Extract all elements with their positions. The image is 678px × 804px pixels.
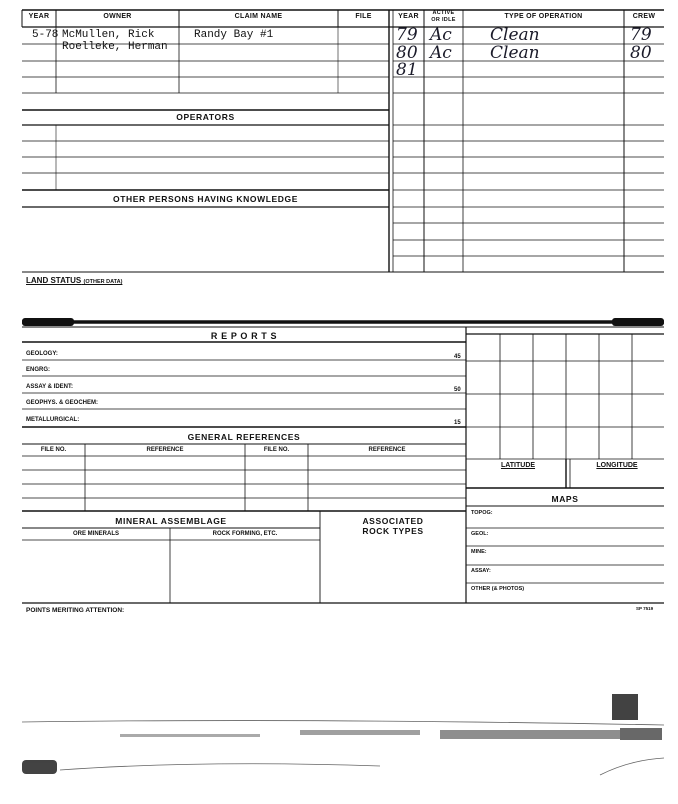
ops-year: 80	[396, 43, 418, 63]
header-year: YEAR	[28, 13, 50, 20]
report-label: ASSAY & IDENT:	[26, 384, 74, 390]
report-number: 50	[454, 387, 461, 393]
other-persons-title: OTHER PERSONS HAVING KNOWLEDGE	[112, 194, 299, 204]
report-number: 15	[454, 420, 461, 426]
ops-year: 79	[396, 25, 418, 45]
ops-year: 81	[396, 60, 418, 80]
header-active-idle: ACTIVE OR IDLE	[431, 10, 456, 23]
report-label: ENGRG:	[26, 367, 50, 373]
header-claim-name: CLAIM NAME	[234, 13, 283, 20]
ops-type: Clean	[490, 25, 540, 45]
map-row-label: OTHER (& PHOTOS)	[471, 586, 525, 592]
owner-row-name: Roelleke, Herman	[62, 41, 168, 53]
ops-status: Ac	[430, 25, 452, 45]
header-year-ops: YEAR	[398, 13, 419, 20]
report-label: METALLURGICAL:	[26, 417, 80, 423]
latitude-label: LATITUDE	[500, 462, 536, 469]
header-owner: OWNER	[103, 13, 132, 20]
map-row-label: ASSAY:	[471, 568, 491, 574]
ore-minerals-header: ORE MINERALS	[72, 531, 119, 537]
ref-file-no-header: FILE NO.	[263, 447, 290, 453]
header-file: FILE	[355, 13, 372, 20]
owner-row-year: 5-78	[32, 29, 59, 41]
longitude-label: LONGITUDE	[596, 462, 638, 469]
land-status-title: LAND STATUS (OTHER DATA)	[26, 276, 123, 285]
maps-title: MAPS	[551, 494, 579, 504]
form-code: SP 7519	[636, 606, 654, 611]
general-references-title: GENERAL REFERENCES	[187, 432, 301, 442]
ops-type: Clean	[490, 43, 540, 63]
report-number: 45	[454, 354, 461, 360]
ops-crew: 79	[630, 25, 652, 45]
ops-status: Ac	[430, 43, 452, 63]
owner-row-name: McMullen, Rick	[62, 29, 155, 41]
reports-title: R E P O R T S	[210, 331, 278, 341]
owner-row-claim: Randy Bay #1	[194, 29, 274, 41]
associated-rock-types-title: ASSOCIATED ROCK TYPES	[362, 516, 424, 536]
operators-title: OPERATORS	[176, 112, 235, 122]
mineral-assemblage-title: MINERAL ASSEMBLAGE	[115, 516, 227, 526]
ops-crew: 80	[630, 43, 652, 63]
report-label: GEOPHYS. & GEOCHEM:	[26, 400, 99, 406]
ref-file-no-header: FILE NO.	[40, 447, 67, 453]
header-type-of-operation: TYPE OF OPERATION	[504, 13, 583, 20]
map-row-label: GEOL:	[471, 531, 489, 537]
header-crew: CREW	[632, 13, 656, 20]
report-label: GEOLOGY:	[26, 351, 58, 357]
points-meriting-attention-label: POINTS MERITING ATTENTION:	[26, 607, 125, 614]
ref-reference-header: REFERENCE	[146, 447, 184, 453]
map-row-label: TOPOG:	[471, 510, 493, 516]
ref-reference-header: REFERENCE	[368, 447, 406, 453]
map-row-label: MINE:	[471, 549, 487, 555]
rock-forming-header: ROCK FORMING, ETC.	[212, 531, 278, 537]
